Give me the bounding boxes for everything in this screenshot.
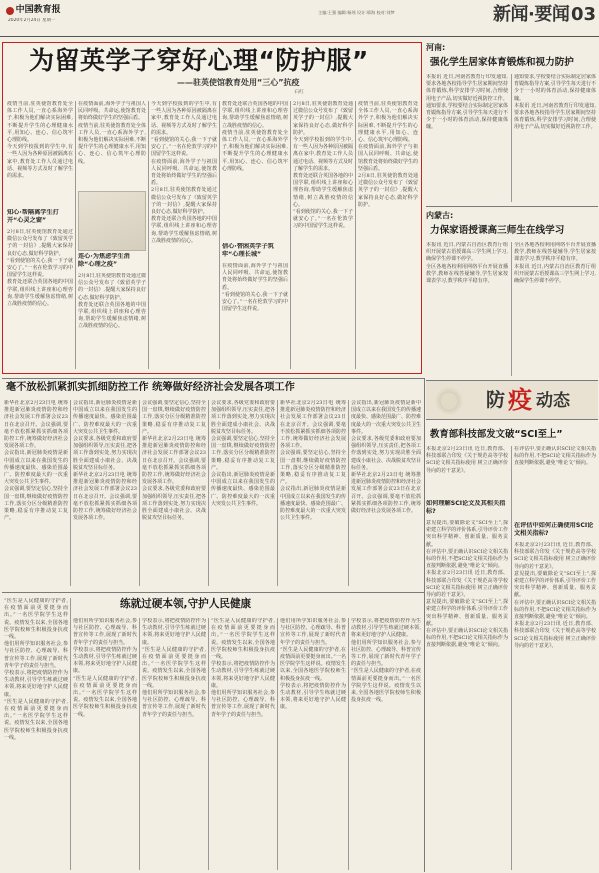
neimenggu-paragraph: 本报讯 近日,内蒙古自治区教育厅组织开展蒙古语授课高三学生网上学习,确保学生停课不停学。 xyxy=(514,263,596,285)
neimenggu-paragraph: 全区各地各校利用网络平台开展直播教学,教师在线答疑辅导,学生居家按课表学习,教学秩序平稳有序。 xyxy=(426,263,508,285)
masthead-rule xyxy=(0,36,599,37)
col-divider xyxy=(511,74,512,202)
fangyi-decor-icon xyxy=(434,387,464,415)
mid-paragraph: 会议指出,新冠肺炎疫情是新中国成立以来在我国发生的传播速度最快、感染范围最广、防控难度最大的一次重大突发公共卫生事件。 xyxy=(211,472,275,507)
lead-paragraph: 在疫情面前,海外学子与祖国人民同呼吸、共命运,使馆教育处将始终做好学生的坚强后盾。 xyxy=(358,144,418,172)
bottom-col-1 xyxy=(4,598,68,870)
col-divider xyxy=(348,400,349,586)
lead-col-2b xyxy=(78,273,146,369)
mid-paragraph: 新华社北京2月23日电 统筹推进新冠肺炎疫情防控和经济社会发展工作部署会议23日在北京召开。会议强调,要毫不放松抓紧抓实抓细各项防控工作,统筹做好经济社会发展各项工作。 xyxy=(351,472,421,515)
lead-subtitle: ——驻英使馆教育处用“三心”抗疫 xyxy=(177,78,300,87)
mid-paragraph: 新华社北京2月23日电 统筹推进新冠肺炎疫情防控和经济社会发展工作部署会议23日在北京召开。会议强调,要毫不放松抓紧抓实抓细各项防控工作,统筹做好经济社会发展各项工作。 xyxy=(142,436,206,486)
mid-paragraph: 会议指出,新冠肺炎疫情是新中国成立以来在我国发生的传播速度最快、感染范围最广、防控难度最大的一次重大突发公共卫生事件。 xyxy=(73,400,137,435)
lead-paragraph: “看到使馆的关心,我一下子就安心了。”一名在伦敦学习的中国留学生这样说。 xyxy=(293,209,353,230)
lead-paragraph: 疫情当前,驻英使馆教育处全体工作人员,一直心系海外学子,积极为他们解决实际困难,不断提升学生的心理健康水平,用知心、连心、信心筑牢心理防线。 xyxy=(222,129,288,172)
newspaper-logo xyxy=(6,4,94,16)
masthead xyxy=(0,0,599,40)
bottom-paragraph: 他们用所学知识服务社会,参与社区防控、心理疏导、科普宣传等工作,展现了新时代青年学子的责任与担当。 xyxy=(4,641,68,669)
lead-title: 为留英学子穿好心理“防护服” xyxy=(29,47,369,75)
lead-paragraph: 今天到学校报到的学生中,有一些人因为各种原因被隔离在家中,教育处工作人员通过电话、视频等方式及时了解学生的需求。 xyxy=(151,101,217,136)
logo-emblem-icon xyxy=(6,7,14,15)
lead-paragraph: 今天到学校报到的学生中,有一些人因为各种原因被隔离在家中,教育处工作人员通过电话、视频等方式及时了解学生的需求。 xyxy=(293,137,353,172)
henan-col-1 xyxy=(426,74,508,202)
lead-paragraph: 2月8日,驻英使馆教育处通过微信公众号发布了《致留英学子的一封信》,提醒大家保持良好心态,做好科学防护。 xyxy=(7,229,73,257)
col-divider xyxy=(355,101,356,369)
lead-photo xyxy=(78,191,146,251)
mid-paragraph: 会议要求,各级党委和政府要加强组织领导,压实责任,把各项工作落到实处,努力实现决胜全面建成小康社会、决战脱贫攻坚目标任务。 xyxy=(351,436,421,471)
bottom-paragraph: “医生是人民健康的守护者,在疫情面前更要挺身而出。”一名医学院学生这样说。疫情发生以来,全国各地医学院校师生积极投身抗疫一线。 xyxy=(280,646,346,682)
sci-subhead-2: 在评估中如何正确使用SCI论文相关指标? xyxy=(514,522,594,537)
sci-col-1 xyxy=(426,446,508,500)
lead-paragraph: “看到使馆的关心,我一下子就安心了。”一名在伦敦学习的中国留学生这样说。 xyxy=(151,137,217,158)
bottom-paragraph: 学校表示,将把疫情防控作为生动教材,引导学生练就过硬本领,将来更好地守护人民健康。 xyxy=(73,646,137,675)
bottom-paragraph: 他们用所学知识服务社会,参与社区防控、心理疏导、科普宣传等工作,展现了新时代青年学子的责任与担当。 xyxy=(73,618,137,646)
col-divider xyxy=(75,101,76,369)
bottom-col-2 xyxy=(73,618,137,870)
col-divider xyxy=(348,618,349,870)
lead-paragraph: 教育处还联合英国各地的中国学联,组织线上讲座和心理咨询,帮助学生缓解焦虑情绪,树立战胜疫情的信心。 xyxy=(222,101,288,129)
lead-paragraph: 教育处还联合英国各地的中国学联,组织线上讲座和心理咨询,帮助学生缓解焦虑情绪,树立战胜疫情的信心。 xyxy=(293,173,353,208)
lead-paragraph: 疫情当前,驻英使馆教育处全体工作人员,一直心系海外学子,积极为他们解决实际困难,不断提升学生的心理健康水平,用知心、连心、信心筑牢心理防线。 xyxy=(78,122,146,165)
lead-paragraph: “看到使馆的关心,我一下子就安心了。”一名在伦敦学习的中国留学生这样说。 xyxy=(222,291,288,313)
col-divider xyxy=(139,400,140,586)
col-divider xyxy=(148,101,149,369)
mid-col-3 xyxy=(142,400,206,586)
bottom-col-6 xyxy=(351,618,421,870)
sci-col-2b xyxy=(514,542,596,870)
sci-paragraph: 在评估中,要正确认识SCI论文相关指标的作用,不把SCI论文相关指标作为直接判断依据,避免“唯论文”倾向。 xyxy=(514,599,596,621)
mid-paragraph: 新华社北京2月23日电 统筹推进新冠肺炎疫情防控和经济社会发展工作部署会议23日在北京召开。会议强调,要毫不放松抓紧抓实抓细各项防控工作,统筹做好经济社会发展各项工作。 xyxy=(280,400,346,450)
mid-paragraph: 新华社北京2月23日电 统筹推进新冠肺炎疫情防控和经济社会发展工作部署会议23日在北京召开。会议强调,要毫不放松抓紧抓实抓细各项防控工作,统筹做好经济社会发展各项工作。 xyxy=(4,400,68,450)
lead-paragraph: 在疫情面前,海外学子与祖国人民同呼吸、共命运,使馆教育处将始终做好学生的坚强后盾。 xyxy=(222,263,288,291)
mid-col-5 xyxy=(280,400,346,586)
lead-col-3 xyxy=(151,101,217,369)
henan-paragraph: 本报讯 近日,河南省教育厅印发通知,要求各地各校指导学生居家期间坚持体育锻炼,科学安排学习时间,合理使用电子产品,切实做好近视防控工作。 xyxy=(514,102,596,131)
neimenggu-region-label: 内蒙古: xyxy=(426,211,454,220)
bottom-col-5 xyxy=(280,618,346,870)
editor-credits: 主编:王强 编辑:杨瑶 设计:邢海 校对:刘梦 xyxy=(318,10,395,15)
henan-paragraph: 本报讯 近日,河南省教育厅印发通知,要求各地各校指导学生居家期间坚持体育锻炼,科学安排学习时间,合理使用电子产品,切实做好近视防控工作。 xyxy=(426,74,508,102)
lead-col-4 xyxy=(222,101,288,241)
col-divider xyxy=(208,400,209,586)
bottom-col-4 xyxy=(211,618,275,870)
lead-paragraph: 教育处还联合英国各地的中国学联,组织线上讲座和心理咨询,帮助学生缓解焦虑情绪,树立战胜疫情的信心。 xyxy=(151,216,217,244)
henan-paragraph: 通知要求,学校要结合实际制定居家体育锻炼指导方案,引导学生每天进行不少于一小时的体育活动,保持健康体魄。 xyxy=(426,102,508,131)
lead-col-1b xyxy=(7,229,73,367)
neimenggu-col-2 xyxy=(514,242,596,376)
bottom-paragraph: “医生是人民健康的守护者,在疫情面前更要挺身而出。”一名医学院学生这样说。疫情发生以来,全国各地医学院校师生积极投身抗疫一线。 xyxy=(4,598,68,641)
col-divider xyxy=(511,446,512,870)
col-divider xyxy=(290,101,291,369)
date-issue: 2020年2月24日 星期一 xyxy=(8,18,56,23)
page-column-divider xyxy=(424,378,425,872)
lead-paragraph: 2月8日,驻英使馆教育处通过微信公众号发布了《致留英学子的一封信》,提醒大家保持良好心态,做好科学防护。 xyxy=(293,101,353,136)
mid-paragraph: 会议要求,各级党委和政府要加强组织领导,压实责任,把各项工作落到实处,努力实现决胜全面建成小康社会、决战脱贫攻坚目标任务。 xyxy=(211,400,275,435)
bottom-paragraph: 他们用所学知识服务社会,参与社区防控、心理疏导、科普宣传等工作,展现了新时代青年学子的责任与担当。 xyxy=(280,618,346,646)
bottom-paragraph: “医生是人民健康的守护者,在疫情面前更要挺身而出。”一名医学院学生这样说。疫情发生以来,全国各地医学院校师生积极投身抗疫一线。 xyxy=(4,698,68,741)
bottom-col-3 xyxy=(142,618,206,870)
fangyi-banner xyxy=(426,380,598,420)
bottom-paragraph: “医生是人民健康的守护者,在疫情面前更要挺身而出。”一名医学院学生这样说。疫情发生以来,全国各地医学院校师生积极投身抗疫一线。 xyxy=(73,675,137,718)
sci-subhead-1: 如何理解SCI论文及其相关指标? xyxy=(426,500,506,515)
henan-region-label: 河南: xyxy=(426,43,446,52)
bottom-paragraph: 学校表示,将把疫情防控作为生动教材,引导学生练就过硬本领,将来更好地守护人民健康。 xyxy=(4,670,68,698)
fangyi-label-1: 防 xyxy=(486,389,506,411)
lead-paragraph: 在疫情面前,海外学子与祖国人民同呼吸、共命运,使馆教育处将始终做好学生的坚强后盾。 xyxy=(78,101,146,122)
bottom-paragraph: 学校表示,将把疫情防控作为生动教材,引导学生练就过硬本领,将来更好地守护人民健康。 xyxy=(351,618,421,639)
col-divider xyxy=(139,618,140,870)
logo-text: 中国教育报 xyxy=(15,5,61,15)
mid-paragraph: 会议指出,新冠肺炎疫情是新中国成立以来在我国发生的传播速度最快、感染范围最广、防控难度最大的一次重大突发公共卫生事件。 xyxy=(351,400,421,435)
lead-col-6 xyxy=(358,101,418,369)
mid-paragraph: 会议强调,要坚定信心,坚持全国一盘棋,继续做好疫情防控工作,落实分区分级精准防控策略,稳妥有序推动复工复产。 xyxy=(280,450,346,486)
lead-subhead-3: 信心·替困英学子筑牢“心理长城” xyxy=(222,243,274,258)
lead-paragraph: 2月8日,驻英使馆教育处通过微信公众号发布了《致留英学子的一封信》,提醒大家保持良好心态,做好科学防护。 xyxy=(78,273,146,301)
mid-paragraph: 新华社北京2月23日电 统筹推进新冠肺炎疫情防控和经济社会发展工作部署会议23日在北京召开。会议强调,要毫不放松抓紧抓实抓细各项防控工作,统筹做好经济社会发展各项工作。 xyxy=(73,472,137,522)
mid-paragraph: 会议指出,新冠肺炎疫情是新中国成立以来在我国发生的传播速度最快、感染范围最广、防控难度最大的一次重大突发公共卫生事件。 xyxy=(4,450,68,486)
sci-col-1b xyxy=(426,520,508,870)
lead-story-frame xyxy=(2,42,422,374)
lead-byline: 石红 xyxy=(294,90,304,95)
neimenggu-headline: 力保家语授课高三师生在线学习 xyxy=(430,225,565,236)
fangyi-label-3: 动态 xyxy=(536,391,570,411)
section-rule xyxy=(2,378,424,379)
section-rule xyxy=(2,592,424,593)
mid-paragraph: 会议指出,新冠肺炎疫情是新中国成立以来在我国发生的传播速度最快、感染范围最广、防控难度最大的一次重大突发公共卫生事件。 xyxy=(280,486,346,522)
bottom-paragraph: 他们用所学知识服务社会,参与社区防控、心理疏导、科普宣传等工作,展现了新时代青年学子的责任与担当。 xyxy=(351,639,421,668)
mid-col-1 xyxy=(4,400,68,586)
section-rule xyxy=(426,206,598,207)
mid-paragraph: 会议强调,要坚定信心,坚持全国一盘棋,继续做好疫情防控工作,落实分区分级精准防控策略,稳妥有序推动复工复产。 xyxy=(4,486,68,522)
mid-col-2 xyxy=(73,400,137,586)
mid-paragraph: 会议强调,要坚定信心,坚持全国一盘棋,继续做好疫情防控工作,落实分区分级精准防控策略,稳妥有序推动复工复产。 xyxy=(142,400,206,435)
lead-paragraph: 教育处还联合英国各地的中国学联,组织线上讲座和心理咨询,帮助学生缓解焦虑情绪,树立战胜疫情的信心。 xyxy=(7,279,73,308)
lead-paragraph: 疫情当前,驻英使馆教育处全体工作人员,一直心系海外学子,积极为他们解决实际困难,不断提升学生的心理健康水平,用知心、连心、信心筑牢心理防线。 xyxy=(358,101,418,144)
sci-paragraph: 本报北京2月23日讯 近日,教育部、科技部联合印发《关于规范高等学校SCI论文相关指标使用 树立正确评价导向的若干意见》。 xyxy=(514,621,596,649)
col-divider xyxy=(219,101,220,369)
lead-paragraph: 在疫情面前,海外学子与祖国人民同呼吸、共命运,使馆教育处将始终做好学生的坚强后盾。 xyxy=(151,158,217,187)
fangyi-label-2: 疫 xyxy=(508,385,532,414)
lead-paragraph: 2月8日,驻英使馆教育处通过微信公众号发布了《致留英学子的一封信》,提醒大家保持良好心态,做好科学防护。 xyxy=(358,173,418,208)
bottom-paragraph: “医生是人民健康的守护者,在疫情面前更要挺身而出。”一名医学院学生这样说。疫情发生以来,全国各地医学院校师生积极投身抗疫一线。 xyxy=(142,646,206,689)
section-name: 新闻·要闻 xyxy=(493,4,570,25)
bottom-paragraph: 他们用所学知识服务社会,参与社区防控、心理疏导、科普宣传等工作,展现了新时代青年学子的责任与担当。 xyxy=(211,690,275,718)
lead-paragraph: 今天到学校报到的学生中,有一些人因为各种原因被隔离在家中,教育处工作人员通过电话、视频等方式及时了解学生的需求。 xyxy=(7,144,73,180)
sci-paragraph: 意见提出,要破除论文“SCI至上”,探索建立科学的评价体系,引导评价工作突出科学精神、创新质量、服务贡献。 xyxy=(426,520,508,548)
sci-paragraph: 本报北京2月23日讯 近日,教育部、科技部联合印发《关于规范高等学校SCI论文相关指标使用 树立正确评价导向的若干意见》。 xyxy=(514,542,596,570)
sci-paragraph: 本报北京2月23日讯 近日,教育部、科技部联合印发《关于规范高等学校SCI论文相关指标使用 树立正确评价导向的若干意见》。 xyxy=(426,570,508,599)
sci-paragraph: 在评估中,要正确认识SCI论文相关指标的作用,不把SCI论文相关指标作为直接判断依据,避免“唯论文”倾向。 xyxy=(426,628,508,649)
col-divider xyxy=(511,242,512,376)
bottom-headline: 练就过硬本领,守护人民健康 xyxy=(120,598,252,610)
section-title xyxy=(466,1,596,33)
lead-paragraph: “看到使馆的关心,我一下子就安心了。”一名在伦敦学习的中国留学生这样说。 xyxy=(7,257,73,279)
sci-headline: 教育部科技部发文破“SCI至上” xyxy=(430,429,563,440)
sci-paragraph: 意见提出,要破除论文“SCI至上”,探索建立科学的评价体系,引导评价工作突出科学精神、创新质量、服务贡献。 xyxy=(514,570,596,599)
lead-col-5 xyxy=(293,101,353,369)
mid-col-6 xyxy=(351,400,421,586)
col-divider xyxy=(70,400,71,586)
sci-col-2 xyxy=(514,446,596,520)
col-divider xyxy=(70,598,71,870)
henan-headline: 强化学生居家体育锻炼和视力防护 xyxy=(430,57,574,68)
henan-col-2 xyxy=(514,74,596,202)
lead-paragraph: 教育处还联合英国各地的中国学联,组织线上讲座和心理咨询,帮助学生缓解焦虑情绪,树立战胜疫情的信心。 xyxy=(78,301,146,330)
lead-paragraph: 疫情当前,驻英使馆教育处全体工作人员,一直心系海外学子,积极为他们解决实际困难,不断提升学生的心理健康水平,用知心、连心、信心筑牢心理防线。 xyxy=(7,101,73,144)
bottom-paragraph: “医生是人民健康的守护者,在疫情面前更要挺身而出。”一名医学院学生这样说。疫情发生以来,全国各地医学院校师生积极投身抗疫一线。 xyxy=(351,668,421,704)
bottom-paragraph: 学校表示,将把疫情防控作为生动教材,引导学生练就过硬本领,将来更好地守护人民健康。 xyxy=(142,618,206,646)
page-number: 03 xyxy=(570,4,596,25)
sci-paragraph: 本报北京2月23日讯 近日,教育部、科技部联合印发《关于规范高等学校SCI论文相关指标使用 树立正确评价导向的若干意见》。 xyxy=(426,446,508,474)
lead-subhead-2: 连心·为焦虑学生消除“心理之疫” xyxy=(78,253,130,268)
bottom-paragraph: 学校表示,将把疫情防控作为生动教材,引导学生练就过硬本领,将来更好地守护人民健康。 xyxy=(280,682,346,711)
mid-headline: 毫不放松抓紧抓实抓细防控工作 统筹做好经济社会发展各项工作 xyxy=(6,382,295,393)
mid-paragraph: 会议要求,各级党委和政府要加强组织领导,压实责任,把各项工作落到实处,努力实现决胜全面建成小康社会、决战脱贫攻坚目标任务。 xyxy=(142,486,206,522)
neimenggu-paragraph: 本报讯 近日,内蒙古自治区教育厅组织开展蒙古语授课高三学生网上学习,确保学生停课不停学。 xyxy=(426,242,508,263)
lead-col-2 xyxy=(78,101,146,191)
col-divider xyxy=(277,400,278,586)
sci-paragraph: 在评估中,要正确认识SCI论文相关指标的作用,不把SCI论文相关指标作为直接判断依据,避免“唯论文”倾向。 xyxy=(514,446,596,467)
mid-col-4 xyxy=(211,400,275,586)
sci-paragraph: 在评估中,要正确认识SCI论文相关指标的作用,不把SCI论文相关指标作为直接判断依据,避免“唯论文”倾向。 xyxy=(426,548,508,570)
bottom-paragraph: 他们用所学知识服务社会,参与社区防控、心理疏导、科普宣传等工作,展现了新时代青年学子的责任与担当。 xyxy=(142,690,206,718)
col-divider xyxy=(208,618,209,870)
lead-col-1 xyxy=(7,101,73,209)
bottom-paragraph: “医生是人民健康的守护者,在疫情面前更要挺身而出。”一名医学院学生这样说。疫情发生以来,全国各地医学院校师生积极投身抗疫一线。 xyxy=(211,618,275,661)
col-divider xyxy=(277,618,278,870)
neimenggu-paragraph: 全区各地各校利用网络平台开展直播教学,教师在线答疑辅导,学生居家按课表学习,教学秩序平稳有序。 xyxy=(514,242,596,263)
neimenggu-col-1 xyxy=(426,242,508,376)
henan-paragraph: 通知要求,学校要结合实际制定居家体育锻炼指导方案,引导学生每天进行不少于一小时的体育活动,保持健康体魄。 xyxy=(514,74,596,102)
sci-paragraph: 意见提出,要破除论文“SCI至上”,探索建立科学的评价体系,引导评价工作突出科学精神、创新质量、服务贡献。 xyxy=(426,599,508,627)
lead-paragraph: 2月8日,驻英使馆教育处通过微信公众号发布了《致留英学子的一封信》,提醒大家保持良好心态,做好科学防护。 xyxy=(151,187,217,216)
bottom-paragraph: 学校表示,将把疫情防控作为生动教材,引导学生练就过硬本领,将来更好地守护人民健康。 xyxy=(211,661,275,689)
mid-paragraph: 会议强调,要坚定信心,坚持全国一盘棋,继续做好疫情防控工作,落实分区分级精准防控策略,稳妥有序推动复工复产。 xyxy=(211,436,275,471)
lead-subhead-1: 知心·帮隔离学生打开“心灵之窗” xyxy=(7,209,59,224)
lead-col-4b xyxy=(222,263,288,369)
mid-paragraph: 会议要求,各级党委和政府要加强组织领导,压实责任,把各项工作落到实处,努力实现决胜全面建成小康社会、决战脱贫攻坚目标任务。 xyxy=(73,436,137,471)
